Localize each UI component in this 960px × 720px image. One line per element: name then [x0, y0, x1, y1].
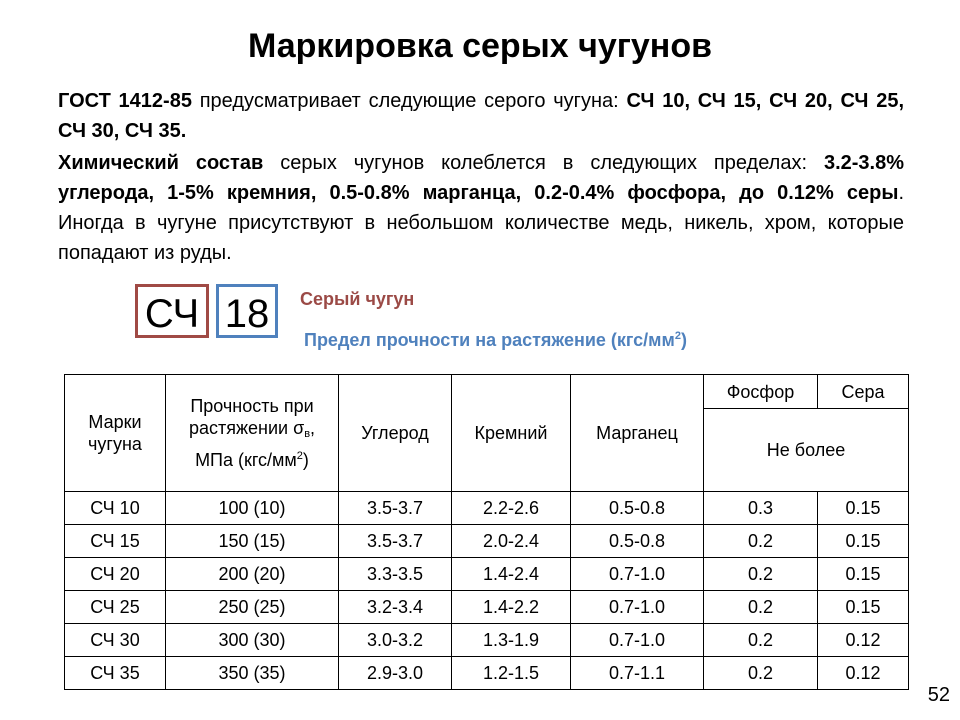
table-cell-strength: 150 (15) — [166, 525, 339, 558]
table-cell-grade: СЧ 30 — [65, 624, 166, 657]
table-cell-mn: 0.7-1.1 — [571, 657, 704, 690]
table-cell-c: 3.3-3.5 — [339, 558, 452, 591]
table-cell-mn: 0.7-1.0 — [571, 591, 704, 624]
table-cell-strength: 100 (10) — [166, 492, 339, 525]
paragraph-composition — [58, 148, 904, 268]
marking-code-box: СЧ — [135, 284, 209, 338]
table-cell-s: 0.12 — [818, 657, 909, 690]
table-row — [65, 591, 909, 624]
composition-text1: серых чугунов колеблется в следующих пределах: — [263, 152, 824, 174]
table-cell-c: 2.9-3.0 — [339, 657, 452, 690]
table-cell-c: 3.5-3.7 — [339, 492, 452, 525]
header-manganese: Марганец — [571, 375, 704, 492]
gost-grades: СЧ 10, СЧ 15, СЧ 20, СЧ 25, СЧ 30, СЧ 35. — [58, 90, 905, 142]
table-cell-p: 0.2 — [704, 657, 818, 690]
header-phosphorus: Фосфор — [704, 375, 818, 409]
table-cell-s: 0.15 — [818, 558, 909, 591]
header-not-more: Не более — [704, 409, 909, 492]
table-cell-c: 3.0-3.2 — [339, 624, 452, 657]
table-cell-si: 1.2-1.5 — [452, 657, 571, 690]
table-cell-mn: 0.5-0.8 — [571, 492, 704, 525]
table-cell-si: 1.4-2.4 — [452, 558, 571, 591]
table-cell-si: 1.4-2.2 — [452, 591, 571, 624]
table-cell-si: 2.2-2.6 — [452, 492, 571, 525]
table-cell-c: 3.2-3.4 — [339, 591, 452, 624]
table-row — [65, 492, 909, 525]
table-cell-si: 2.0-2.4 — [452, 525, 571, 558]
composition-lead: Химический состав — [58, 152, 264, 174]
composition-text2: . Иногда в чугуне присутствуют в небольшом количестве медь, никель, хром, которые попадают из руды. — [58, 182, 904, 264]
grades-table — [64, 374, 909, 690]
gost-code: ГОСТ 1412-85 — [58, 90, 192, 112]
table-cell-mn: 0.5-0.8 — [571, 525, 704, 558]
marking-number-box: 18 — [216, 284, 278, 338]
table-row — [65, 624, 909, 657]
table-cell-grade: СЧ 15 — [65, 525, 166, 558]
table-cell-strength: 300 (30) — [166, 624, 339, 657]
header-carbon: Углерод — [339, 375, 452, 492]
table-cell-s: 0.15 — [818, 591, 909, 624]
paragraph-gost — [58, 86, 904, 146]
table-row — [65, 558, 909, 591]
header-strength: Прочность при растяжении $\sigma_в$, МПа $(кгс/мм^2)$ — [166, 375, 339, 492]
header-silicon: Кремний — [452, 375, 571, 492]
table-cell-mn: 0.7-1.0 — [571, 558, 704, 591]
table-row — [65, 657, 909, 690]
table-cell-grade: СЧ 35 — [65, 657, 166, 690]
table-cell-p: 0.3 — [704, 492, 818, 525]
table-cell-strength: 200 (20) — [166, 558, 339, 591]
table-cell-s: 0.15 — [818, 492, 909, 525]
table-cell-strength: 350 (35) — [166, 657, 339, 690]
table-cell-p: 0.2 — [704, 624, 818, 657]
table-cell-grade: СЧ 20 — [65, 558, 166, 591]
table-cell-p: 0.2 — [704, 591, 818, 624]
table-cell-p: 0.2 — [704, 525, 818, 558]
table-cell-grade: СЧ 10 — [65, 492, 166, 525]
table-cell-s: 0.15 — [818, 525, 909, 558]
table-cell-mn: 0.7-1.0 — [571, 624, 704, 657]
page-number: 52 — [927, 684, 950, 706]
table-cell-strength: 250 (25) — [166, 591, 339, 624]
header-sulfur: Сера — [818, 375, 909, 409]
composition-values: 3.2-3.8% углерода, 1-5% кремния, 0.5-0.8% марганца, 0.2-0.4% фосфора, до 0.12% серы — [58, 152, 905, 204]
table-row — [65, 525, 909, 558]
table-cell-si: 1.3-1.9 — [452, 624, 571, 657]
marking-number-label: Предел прочности на растяжение $(кгс/мм^2)$ — [304, 330, 687, 350]
table-cell-p: 0.2 — [704, 558, 818, 591]
table-cell-c: 3.5-3.7 — [339, 525, 452, 558]
table-cell-s: 0.12 — [818, 624, 909, 657]
gost-text: предусматривает следующие серого чугуна: — [191, 90, 627, 112]
page-title: Маркировка серых чугунов — [247, 27, 713, 65]
marking-code-label: Серый чугун — [300, 289, 415, 309]
header-grade: Марки чугуна — [65, 375, 166, 492]
table-cell-grade: СЧ 25 — [65, 591, 166, 624]
